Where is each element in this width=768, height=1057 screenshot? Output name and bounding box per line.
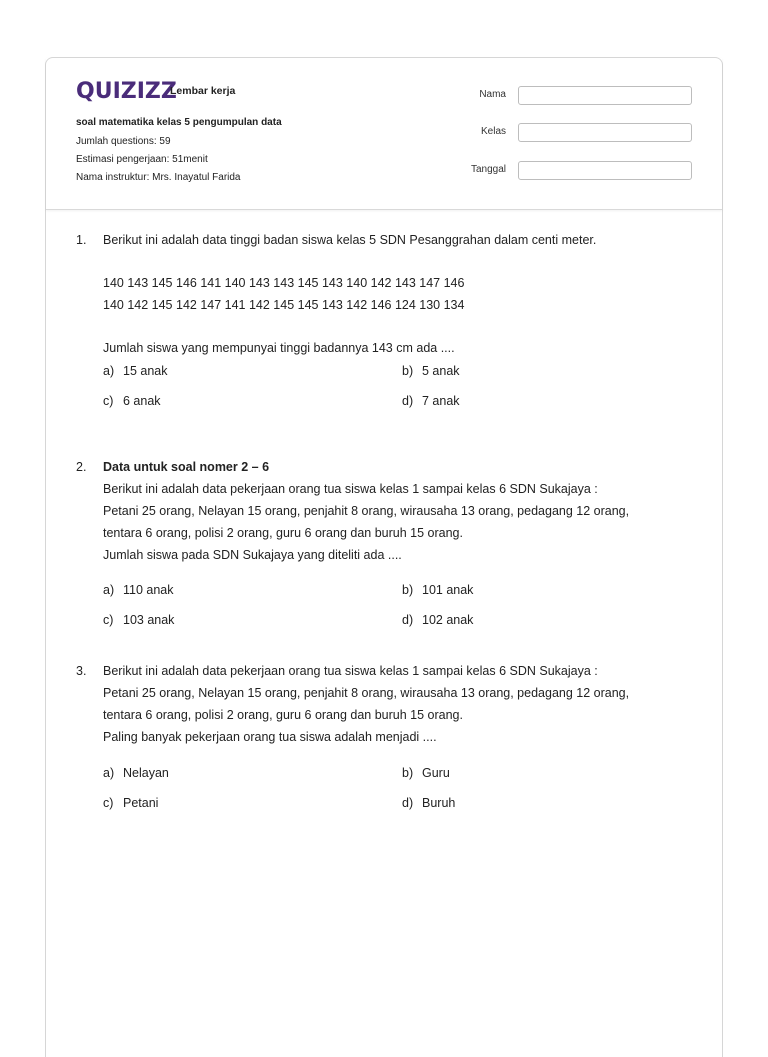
quizizz-logo: QUIZIZZ bbox=[76, 79, 177, 104]
data-row: 140 143 145 146 141 140 143 143 145 143 140 142 143 147 146 bbox=[103, 276, 465, 290]
sheet-type-label: Lembar kerja bbox=[170, 85, 236, 97]
question-prompt: Paling banyak pekerjaan orang tua siswa adalah menjadi .... bbox=[103, 730, 437, 744]
question-body bbox=[103, 660, 673, 748]
option-a[interactable]: a) 15 anak bbox=[103, 364, 168, 378]
question-text: tentara 6 orang, polisi 2 orang, guru 6 orang dan buruh 15 orang. bbox=[103, 708, 463, 722]
option-c[interactable]: c) 103 anak bbox=[103, 613, 175, 627]
class-label: Kelas bbox=[480, 126, 506, 137]
time-estimate: Estimasi pengerjaan: 51menit bbox=[76, 154, 208, 165]
answer-options bbox=[103, 579, 673, 631]
question-text: Berikut ini adalah data pekerjaan orang tua siswa kelas 1 sampai kelas 6 SDN Sukajaya : bbox=[103, 664, 598, 678]
answer-options bbox=[103, 360, 673, 412]
question-text: Berikut ini adalah data pekerjaan orang tua siswa kelas 1 sampai kelas 6 SDN Sukajaya : bbox=[103, 482, 598, 496]
option-d[interactable]: d) Buruh bbox=[402, 796, 456, 810]
option-d[interactable]: d) 7 anak bbox=[402, 394, 460, 408]
question-body bbox=[103, 229, 673, 359]
option-c[interactable]: c) Petani bbox=[103, 796, 159, 810]
question-prompt: Jumlah siswa yang mempunyai tinggi badannya 143 cm ada .... bbox=[103, 341, 455, 355]
question-text: Petani 25 orang, Nelayan 15 orang, penjahit 8 orang, wirausaha 13 orang, pedagang 12 orang, bbox=[103, 686, 630, 700]
instructor-name: Nama instruktur: Mrs. Inayatul Farida bbox=[76, 172, 241, 183]
worksheet-header bbox=[46, 58, 722, 210]
option-d[interactable]: d) 102 anak bbox=[402, 613, 474, 627]
option-b[interactable]: b) Guru bbox=[402, 766, 450, 780]
question-text: Petani 25 orang, Nelayan 15 orang, penjahit 8 orang, wirausaha 13 orang, pedagang 12 orang, bbox=[103, 504, 630, 518]
date-label: Tanggal bbox=[470, 164, 506, 175]
class-field[interactable] bbox=[518, 123, 692, 142]
question-count: Jumlah questions: 59 bbox=[76, 136, 171, 147]
data-row: 140 142 145 142 147 141 142 145 145 143 142 146 124 130 134 bbox=[103, 298, 465, 312]
question-heading: Data untuk soal nomer 2 – 6 bbox=[103, 460, 270, 474]
question-number: 3. bbox=[76, 664, 87, 678]
question-number: 1. bbox=[76, 233, 87, 247]
option-b[interactable]: b) 5 anak bbox=[402, 364, 460, 378]
question-text: tentara 6 orang, polisi 2 orang, guru 6 orang dan buruh 15 orang. bbox=[103, 526, 463, 540]
question-text: Berikut ini adalah data tinggi badan siswa kelas 5 SDN Pesanggrahan dalam centi meter. bbox=[103, 233, 597, 247]
date-field[interactable] bbox=[518, 161, 692, 180]
worksheet bbox=[45, 57, 723, 1057]
option-c[interactable]: c) 6 anak bbox=[103, 394, 161, 408]
worksheet-title: soal matematika kelas 5 pengumpulan data bbox=[76, 117, 282, 128]
question-prompt: Jumlah siswa pada SDN Sukajaya yang diteliti ada .... bbox=[103, 548, 402, 562]
option-a[interactable]: a) Nelayan bbox=[103, 766, 169, 780]
name-label: Nama bbox=[479, 89, 506, 100]
name-field[interactable] bbox=[518, 86, 692, 105]
option-b[interactable]: b) 101 anak bbox=[402, 583, 474, 597]
question-body bbox=[103, 456, 673, 566]
question-number: 2. bbox=[76, 460, 87, 474]
answer-options bbox=[103, 762, 673, 814]
option-a[interactable]: a) 110 anak bbox=[103, 583, 174, 597]
